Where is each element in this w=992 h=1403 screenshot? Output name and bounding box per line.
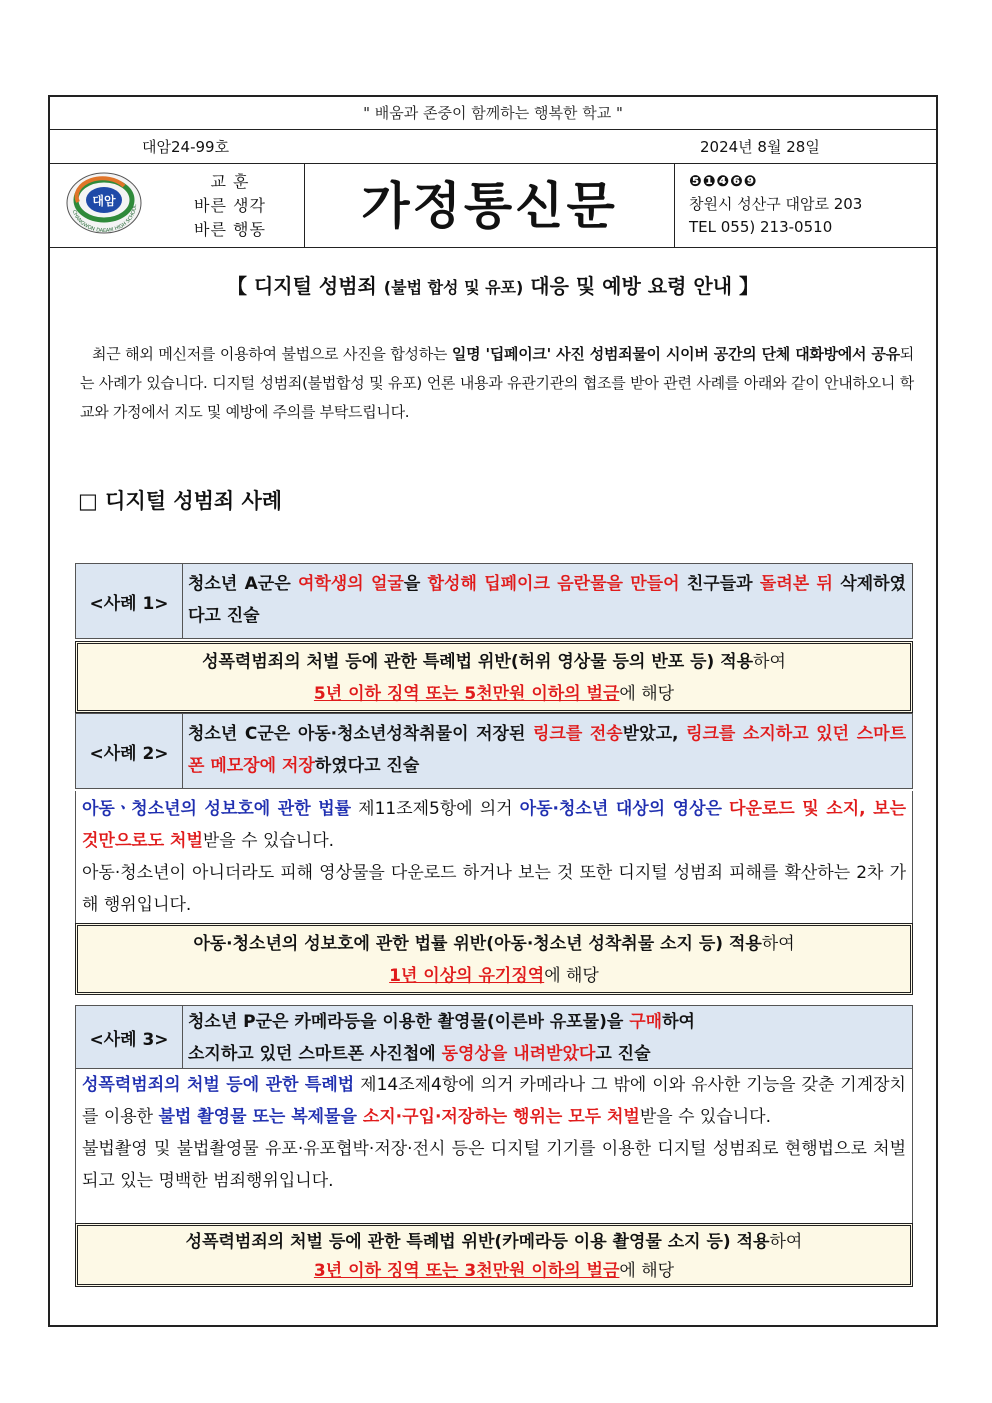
- text-run: 삭제하였다고 진술: [188, 574, 906, 626]
- school-tel: TEL 055) 213-0510: [689, 218, 833, 236]
- text-run: 받을 수 있습니다.: [202, 831, 335, 851]
- text-run: 제14조제4항에 의거 카메라나 그 밖에 이와 유사한 기능을 갖춘 기계장치를 이용한: [82, 1075, 906, 1127]
- heading-sub: (불법 합성 및 유포): [383, 278, 524, 297]
- intro-text: 되는 사례가 있습니다. 디지털 성범죄(불법합성 및 유포) 언론 내용과 유관기관의 협조를 받아 관련 사례를 아래와 같이 안내하오니 학교와 가정에서 지도 및 예방에 주의를 부탁드립니다.: [80, 345, 914, 421]
- case-description: [188, 718, 906, 782]
- penalty-line: [78, 678, 910, 710]
- text-run: 하여: [753, 652, 786, 672]
- text-run: 에 해당: [619, 1261, 675, 1281]
- text-run: 3년 이하 징역 또는 3천만원 이하의 벌금: [313, 1261, 620, 1281]
- text-run: 받았고,: [622, 724, 687, 744]
- text-run: 하여: [662, 1012, 695, 1032]
- text-run: 아동ㆍ청소년의 성보호에 관한 법률: [82, 799, 352, 819]
- motto-title: 교 훈: [210, 172, 250, 191]
- text-run: 청소년 C군은 아동·청소년성착취물이 저장된: [188, 724, 533, 744]
- text-run: 소지·구입·저장하는 행위는 모두 처벌: [362, 1107, 640, 1127]
- text-run: 에 해당: [619, 684, 675, 704]
- text-run: 하여: [769, 1232, 803, 1252]
- title-cell: [305, 164, 675, 247]
- motto-line: 바른 행동: [194, 220, 266, 239]
- case-description: [188, 568, 906, 632]
- text-run: 구매: [629, 1012, 663, 1032]
- text-run: [722, 799, 729, 819]
- law-line: [78, 928, 910, 960]
- logo-ring-text: CHANGWON DAEAM HIGH SCHOOL: [70, 204, 139, 235]
- intro-paragraph: [80, 340, 914, 427]
- law-line: [78, 1228, 910, 1257]
- text-run: 아동·청소년의 성보호에 관한 법률 위반(아동·청소년 성착취물 소지 등) 적용: [193, 934, 762, 954]
- penalty-line: [78, 960, 910, 992]
- text-run: 불법 촬영물 또는 복제물을: [158, 1107, 363, 1127]
- logo-text: 대암: [92, 194, 116, 208]
- text-run: 을: [403, 574, 428, 594]
- law-box-2: [75, 923, 913, 995]
- school-code: ❺❶❹❻❾: [689, 172, 758, 190]
- doc-number: 대암24-99호: [142, 138, 230, 156]
- text-run: 청소년 P군은 카메라등을 이용한 촬영물(이른바 유포물)을: [188, 1012, 630, 1032]
- law-line: [78, 646, 910, 678]
- case-label: <사례 1>: [76, 564, 183, 638]
- case-3-row: [75, 1005, 913, 1069]
- text-run: 에 해당: [544, 966, 599, 986]
- school-logo: [64, 172, 144, 238]
- text-run: 돌려본 뒤: [759, 574, 833, 594]
- text-run: 링크를 전송: [533, 724, 623, 744]
- case-label: <사례 2>: [76, 714, 183, 788]
- penalty-line: [78, 1257, 910, 1286]
- school-slogan: " 배움과 존중이 함께하는 행복한 학교 ": [50, 97, 936, 130]
- text-run: 성폭력범죄의 처벌 등에 관한 특례법 위반(카메라등 이용 촬영물 소지 등) 적용: [185, 1232, 770, 1252]
- text-run: 제11조제5항에 의거: [351, 799, 520, 819]
- law-box-1: [75, 641, 913, 713]
- text-run: 아동·청소년이 아니더라도 피해 영상물을 다운로드 하거나 보는 것 또한 디지털 성범죄 피해를 확산하는 2차 가해 행위입니다.: [82, 863, 906, 915]
- case-description: [188, 1006, 906, 1070]
- text-run: 1년 이상의 유기징역: [389, 966, 545, 986]
- letterhead: [50, 164, 936, 248]
- text-run: 여학생의 얼굴: [297, 574, 404, 594]
- text-run: 친구들과: [679, 574, 760, 594]
- school-motto: [180, 170, 280, 242]
- text-run: 아동·청소년 대상의 영상은: [519, 799, 722, 819]
- text-run: 불법촬영 및 불법촬영물 유포·유포협박·저장·전시 등은 디지털 기기를 이용한 디지털 성범죄로 현행법으로 처벌되고 있는 명백한 범죄행위입니다.: [82, 1139, 906, 1191]
- school-address: 창원시 성산구 대암로 203: [689, 195, 863, 213]
- newsletter-frame: [48, 95, 938, 1327]
- law-box-3: [75, 1223, 913, 1287]
- text-run: 청소년 A군은: [188, 574, 298, 594]
- text-run: 소지하고 있던 스마트폰 사진첩에: [188, 1044, 442, 1064]
- motto-line: 바른 생각: [194, 196, 266, 215]
- text-run: 하였다고 진술: [314, 756, 420, 776]
- intro-text: 최근 해외 메신저를 이용하여 불법으로 사진을 합성하는: [92, 345, 452, 363]
- text-run: 다운로드 및 소지, 보는 것만으로도 처벌: [82, 799, 907, 851]
- heading-text: 대응 및 예방 요령 안내 】: [523, 274, 759, 298]
- text-run: 동영상을 내려받았다: [441, 1044, 596, 1064]
- case-2-detail: [75, 791, 913, 923]
- heading-text: 【 디지털 성범죄: [226, 274, 384, 298]
- case-2-row: [75, 713, 913, 789]
- text-run: 고 진술: [595, 1044, 651, 1064]
- text-run: 하여: [761, 934, 795, 954]
- text-run: 5년 이하 징역 또는 5천만원 이하의 벌금: [313, 684, 620, 704]
- doc-date: 2024년 8월 28일: [700, 138, 820, 156]
- text-run: 합성해 딥페이크 음란물을 만들어: [427, 574, 680, 594]
- case-label: <사례 3>: [76, 1006, 183, 1068]
- doc-info-row: [50, 130, 936, 164]
- text-run: 받을 수 있습니다.: [639, 1107, 772, 1127]
- case-3-detail: [75, 1069, 913, 1223]
- text-run: 링크를 소지하고 있던 스마트폰 메모장에 저장: [188, 724, 906, 776]
- section-title: □ 디지털 성범죄 사례: [78, 489, 283, 513]
- intro-emphasis: 일명 '딥페이크' 사진 성범죄물이 시이버 공간의 단체 대화방에서 공유: [451, 345, 900, 363]
- text-run: 성폭력범죄의 처벌 등에 관한 특례법: [82, 1075, 355, 1095]
- text-run: 성폭력범죄의 처벌 등에 관한 특례법 위반(허위 영상물 등의 반포 등) 적용: [202, 652, 754, 672]
- logo-cell: [50, 164, 305, 247]
- address-cell: [675, 164, 936, 247]
- page-title: 가정통신문: [361, 177, 618, 235]
- case-1-row: [75, 563, 913, 639]
- main-heading: [50, 270, 936, 299]
